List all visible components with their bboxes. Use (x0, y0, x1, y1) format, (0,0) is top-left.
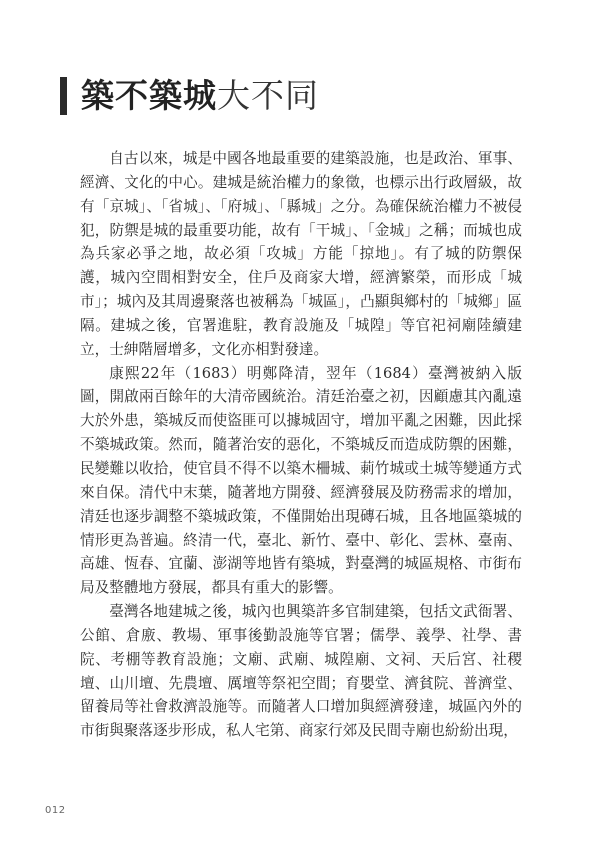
body-text (80, 147, 522, 743)
paragraph-1: 自古以來，城是中國各地最重要的建築設施，也是政治、軍事、經濟、文化的中心。建城是統治權力的象徵，也標示出行政層級，故有「京城」、「省城」、「府城」、「縣城」之分。為確保統治權力不被侵犯，防禦是城的最重要功能，故有「干城」、「金城」之稱；而城也成為兵家必爭之地，故必須「攻城」方能「掠地」。有了城的防禦保護，城內空間相對安全，住戶及商家大增，經濟繁榮，而形成「城市」；城內及其周邊聚落也被稱為「城區」，凸顯與鄉村的「城鄉」區隔。建城之後，官署進駐，教育設施及「城隍」等官祀祠廟陸續建立，士紳階層增多，文化亦相對發達。 (80, 150, 522, 358)
page-number: 012 (45, 805, 66, 816)
heading-bold-text: 築不築城 (81, 76, 217, 115)
paragraph-3: 臺灣各地建城之後，城內也興築許多官制建築，包括文武衙署、公館、倉廒、教場、軍事後勤設施等官署；儒學、義學、社學、書院、考棚等教育設施；文廟、武廟、城隍廟、文祠、天后宮、社稷壇、山川壇、先農壇、厲壇等祭祀空間；育嬰堂、濟貧院、普濟堂、留養局等社會救濟設施等。而隨著人口增加與經濟發達，城區內外的市街與聚落逐步形成，私人宅第、商家行郊及民間寺廟也紛紛出現， (80, 603, 522, 740)
chapter-heading (60, 74, 319, 118)
heading-light-text: 大不同 (217, 76, 319, 115)
paragraph-2: 康熙22年（1683）明鄭降清，翌年（1684）臺灣被納入版圖，開啟兩百餘年的大清帝國統治。清廷治臺之初，因顧慮其內亂遠大於外患，築城反而使盜匪可以據城固守，增加平亂之困難，因此採不築城政策。然而，隨著治安的惡化，不築城反而造成防禦的困難，民變難以收拾，使官員不得不以築木柵城、莿竹城或土城等變通方式來自保。清代中末葉，隨著地方開發、經濟發展及防務需求的增加，清廷也逐步調整不築城政策，不僅開始出現磚石城，且各地區築城的情形更為普遍。終清一代，臺北、新竹、臺中、彰化、雲林、臺南、高雄、恆春、宜蘭、澎湖等地皆有築城，對臺灣的城區規格、市街布局及整體地方發展，都具有重大的影響。 (80, 364, 522, 597)
heading-accent-bar (60, 77, 67, 115)
